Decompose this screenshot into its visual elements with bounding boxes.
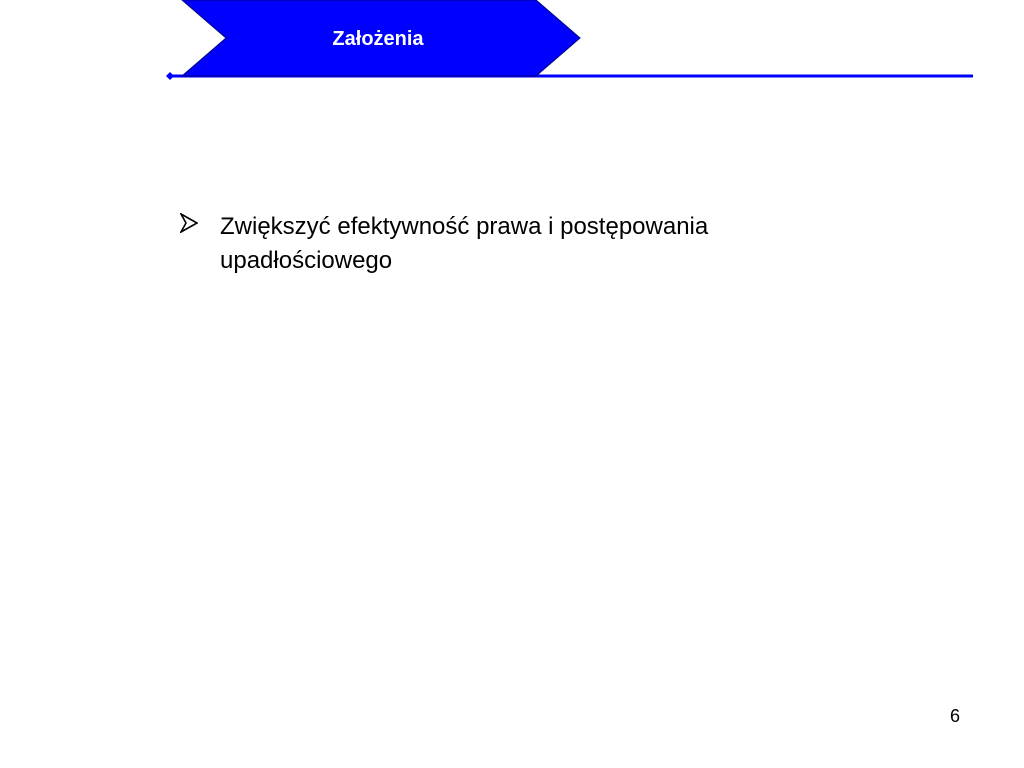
- page-number: 6: [949, 706, 960, 726]
- bullet-text: Zwiększyć efektywność prawa i postępowania upadłościowego: [220, 213, 709, 274]
- header-line-endpoint: [166, 72, 174, 80]
- bullet-item: [180, 210, 880, 278]
- header-title: Założenia: [332, 28, 424, 50]
- arrow-bullet-icon: [180, 210, 220, 238]
- bullet-list: [180, 210, 880, 278]
